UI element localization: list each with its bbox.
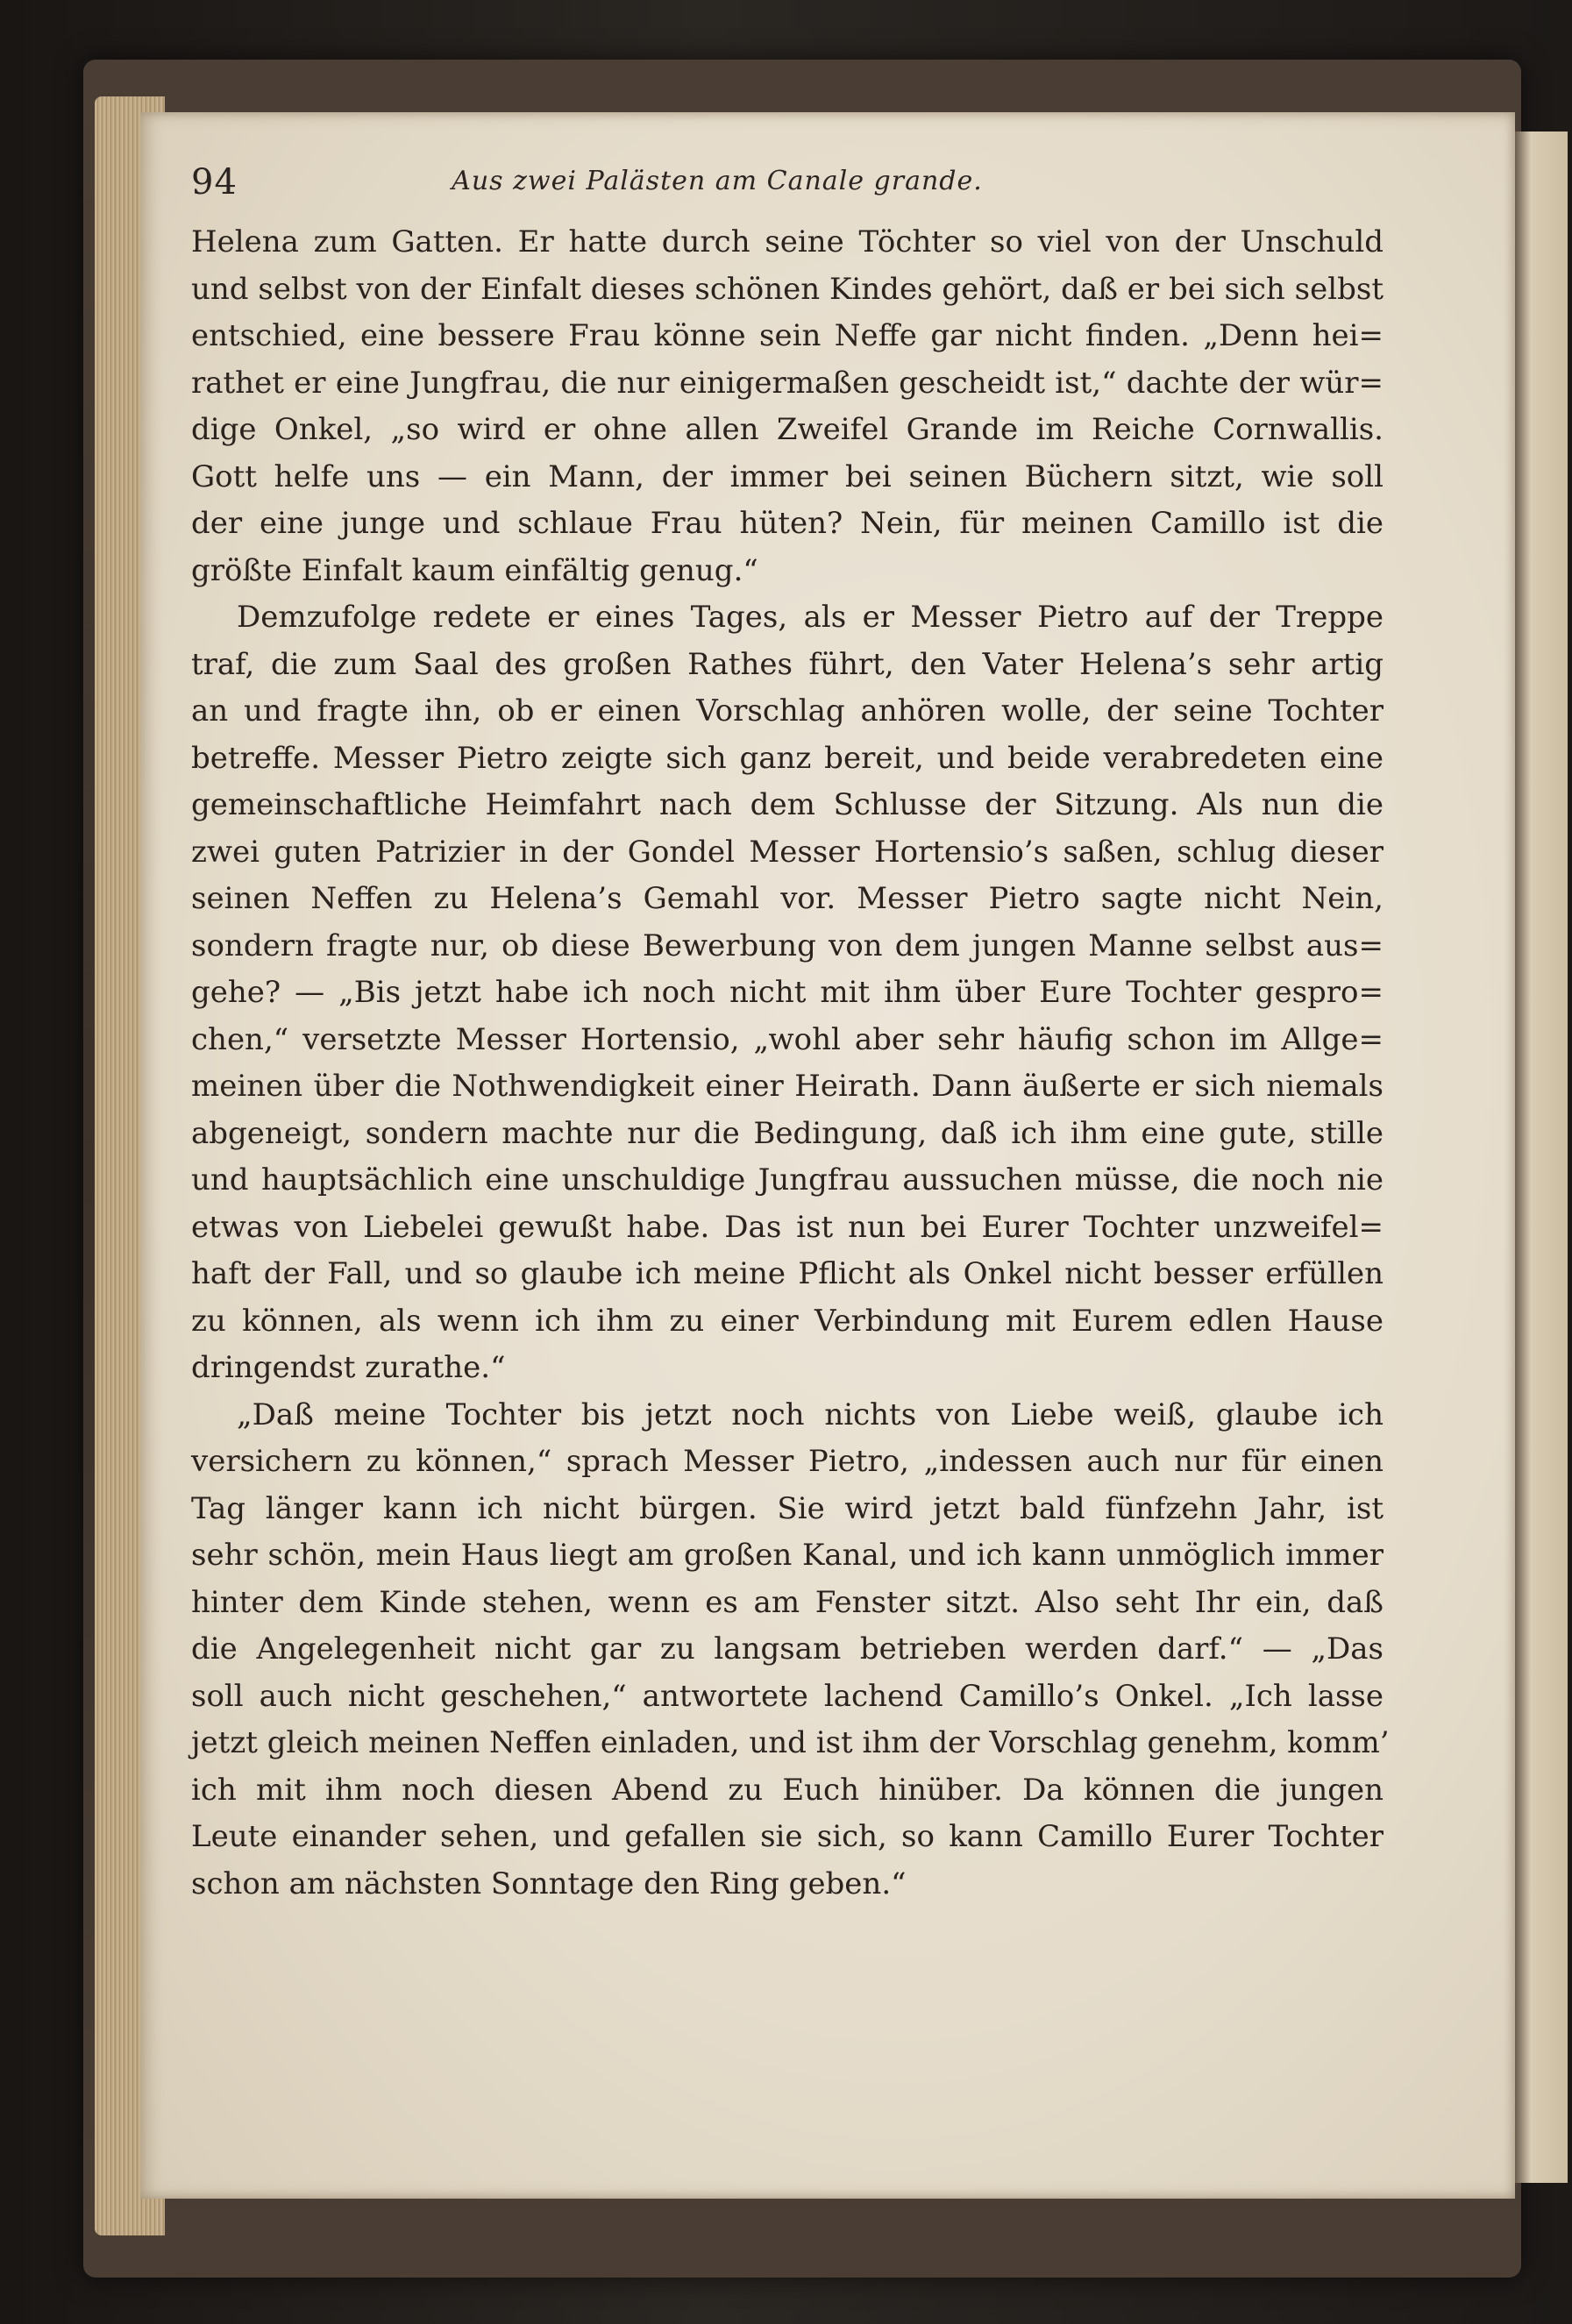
- text-line: versichern zu können,“ sprach Messer Pietro, „indessen auch nur für einen: [191, 1444, 1384, 1479]
- text-line: traf, die zum Saal des großen Rathes führt, den Vater Helena’s sehr artig: [191, 646, 1384, 682]
- text-line: betreffe. Messer Pietro zeigte sich ganz bereit, und beide verabredeten eine: [191, 740, 1384, 776]
- text-line: seinen Neffen zu Helena’s Gemahl vor. Messer Pietro sagte nicht Nein,: [191, 881, 1384, 916]
- text-line: soll auch nicht geschehen,“ antwortete lachend Camillo’s Onkel. „Ich lasse: [191, 1678, 1384, 1714]
- text-line: dringendst zurathe.“: [191, 1350, 506, 1385]
- text-line: Leute einander sehen, und gefallen sie sich, so kann Camillo Eurer Tochter: [191, 1819, 1384, 1854]
- text-line: Demzufolge redete er eines Tages, als er Messer Pietro auf der Treppe: [237, 600, 1384, 635]
- body-text: [191, 219, 1390, 1908]
- text-line: sondern fragte nur, ob diese Bewerbung von dem jungen Manne selbst aus=: [191, 927, 1384, 963]
- text-line: die Angelegenheit nicht gar zu langsam betrieben werden darf.“ — „Das: [191, 1631, 1384, 1667]
- text-line: entschied, eine bessere Frau könne sein Neffe gar nicht finden. „Denn hei=: [191, 318, 1384, 353]
- text-line: zwei guten Patrizier in der Gondel Messer Hortensio’s saßen, schlug dieser: [191, 834, 1384, 870]
- text-line: rathet er eine Jungfrau, die nur einigermaßen gescheidt ist,“ dachte der wür=: [191, 365, 1384, 401]
- text-line: an und fragte ihn, ob er einen Vorschlag anhören wolle, der seine Tochter: [191, 693, 1384, 728]
- text-line: Gott helfe uns — ein Mann, der immer bei seinen Büchern sitzt, wie soll: [191, 458, 1384, 494]
- text-line: haft der Fall, und so glaube ich meine Pflicht als Onkel nicht besser erfüllen: [191, 1256, 1384, 1291]
- text-line: schon am nächsten Sonntage den Ring geben.“: [191, 1866, 907, 1901]
- text-line: gemeinschaftliche Heimfahrt nach dem Schlusse der Sitzung. Als nun die: [191, 787, 1384, 822]
- text-line: abgeneigt, sondern machte nur die Bedingung, daß ich ihm eine gute, stille: [191, 1115, 1384, 1151]
- text-line: ich mit ihm noch diesen Abend zu Euch hinüber. Da können die jungen: [191, 1772, 1384, 1808]
- text-line: und selbst von der Einfalt dieses schönen Kindes gehört, daß er bei sich selbst: [191, 271, 1384, 307]
- page-number: 94: [191, 162, 238, 203]
- page-header: [191, 162, 1331, 215]
- text-line: sehr schön, mein Haus liegt am großen Kanal, und ich kann unmöglich immer: [191, 1538, 1384, 1573]
- text-line: jetzt gleich meinen Neffen einladen, und ist ihm der Vorschlag genehm, komm’: [191, 1725, 1390, 1760]
- facing-page-edge: [1515, 131, 1568, 2183]
- text-line: chen,“ versetzte Messer Hortensio, „wohl aber sehr häufig schon im Allge=: [191, 1021, 1384, 1057]
- running-title: Aus zwei Palästen am Canale grande.: [452, 166, 983, 196]
- text-line: gehe? — „Bis jetzt habe ich noch nicht mit ihm über Eure Tochter gespro=: [191, 975, 1384, 1010]
- text-line: und hauptsächlich eine unschuldige Jungfrau aussuchen müsse, die noch nie: [191, 1162, 1384, 1198]
- text-line: Helena zum Gatten. Er hatte durch seine Töchter so viel von der Unschuld: [191, 224, 1384, 259]
- text-line: dige Onkel, „so wird er ohne allen Zweifel Grande im Reiche Cornwallis.: [191, 412, 1384, 447]
- text-line: „Daß meine Tochter bis jetzt noch nichts von Liebe weiß, glaube ich: [237, 1397, 1384, 1432]
- text-line: größte Einfalt kaum einfältig genug.“: [191, 552, 758, 588]
- text-line: Tag länger kann ich nicht bürgen. Sie wird jetzt bald fünfzehn Jahr, ist: [191, 1490, 1384, 1526]
- text-line: meinen über die Nothwendigkeit einer Heirath. Dann äußerte er sich niemals: [191, 1069, 1384, 1104]
- text-line: der eine junge und schlaue Frau hüten? Nein, für meinen Camillo ist die: [191, 506, 1384, 541]
- text-line: etwas von Liebelei gewußt habe. Das ist nun bei Eurer Tochter unzweifel=: [191, 1209, 1384, 1245]
- text-line: hinter dem Kinde stehen, wenn es am Fenster sitzt. Also seht Ihr ein, daß: [191, 1584, 1384, 1620]
- text-line: zu können, als wenn ich ihm zu einer Verbindung mit Eurem edlen Hause: [191, 1303, 1384, 1339]
